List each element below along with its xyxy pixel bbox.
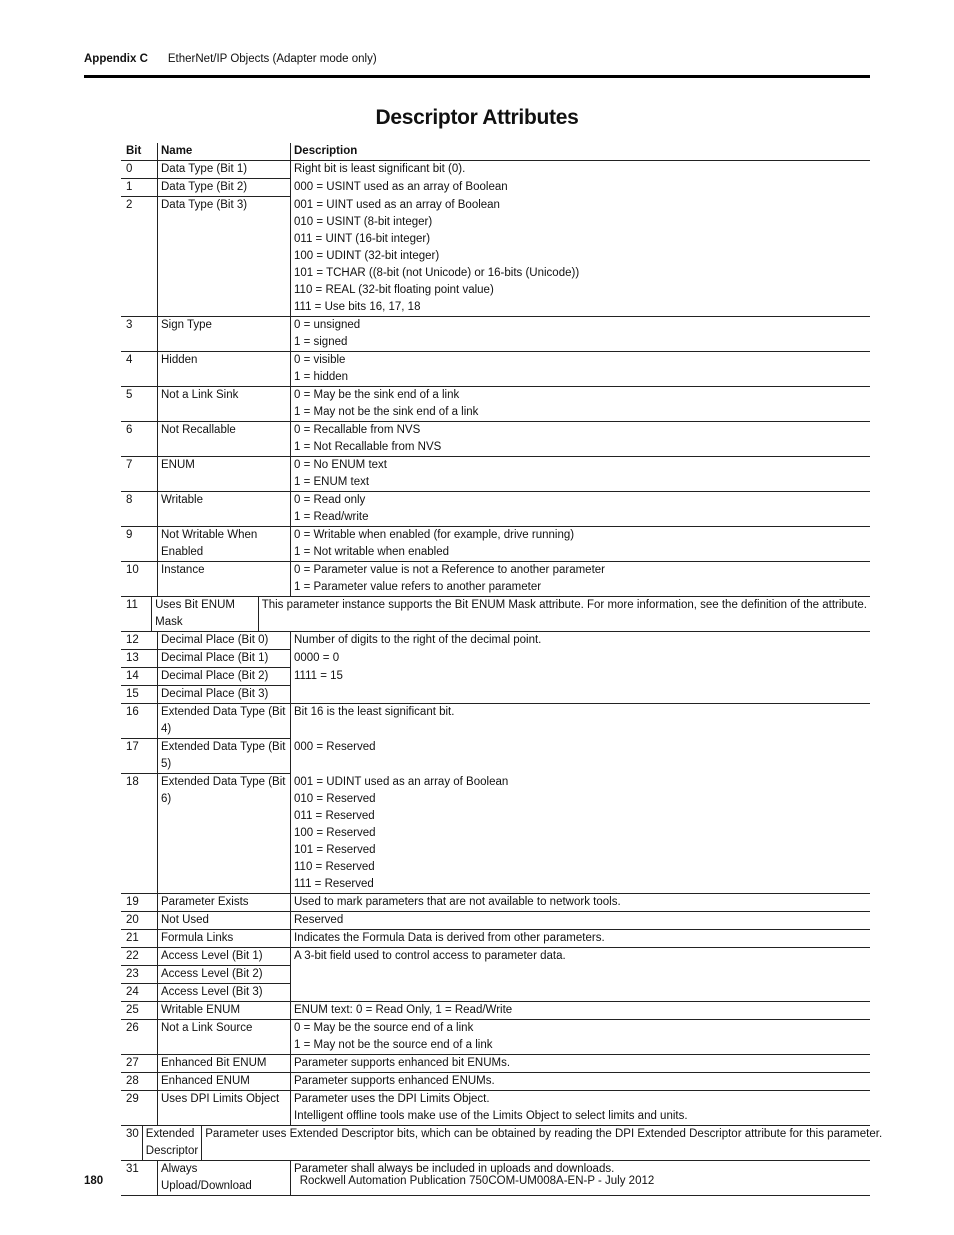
name-cell: Data Type (Bit 1) <box>157 161 291 179</box>
name-cell: Uses DPI Limits Object <box>157 1091 291 1125</box>
description-line: Parameter shall always be included in uploads and downloads. <box>294 1163 615 1175</box>
description-cell <box>291 668 870 686</box>
description-line: 1111 = 15 <box>294 670 343 682</box>
name-cell: Hidden <box>157 352 291 386</box>
description-line: 111 = Reserved <box>294 878 374 890</box>
table-row <box>121 1091 870 1126</box>
bit-cell: 27 <box>126 1057 139 1069</box>
name-cell: Enhanced ENUM <box>157 1073 291 1090</box>
description-line: 0000 = 0 <box>294 652 340 664</box>
description-line: 010 = USINT (8-bit integer) <box>294 216 433 228</box>
description-line: 0 = Recallable from NVS <box>294 424 421 436</box>
name-cell: Not a Link Sink <box>157 387 291 421</box>
description-cell <box>291 948 870 966</box>
description-line: Bit 16 is the least significant bit. <box>294 706 455 718</box>
description-line: A 3-bit field used to control access to parameter data. <box>294 950 566 962</box>
description-line: Used to mark parameters that are not available to network tools. <box>294 896 621 908</box>
bit-cell: 13 <box>121 650 157 668</box>
description-cell <box>291 179 870 197</box>
description-cell <box>291 197 870 316</box>
description-line: 0 = May be the sink end of a link <box>294 389 460 401</box>
bit-cell: 16 <box>121 704 157 739</box>
description-cell <box>291 686 870 703</box>
description-line: 1 = ENUM text <box>294 476 370 488</box>
description-line: 1 = Parameter value refers to another parameter <box>294 581 542 593</box>
description-line: 0 = May be the source end of a link <box>294 1022 474 1034</box>
bit-cell: 15 <box>126 688 139 700</box>
table-row <box>121 1020 870 1055</box>
bit-cell: 7 <box>126 459 133 471</box>
description-line: 1 = hidden <box>294 371 349 383</box>
description-line: Parameter uses Extended Descriptor bits, which can be obtained by reading the DPI Extended Descriptor attribute for this parameter. <box>205 1128 883 1140</box>
bit-cell: 20 <box>126 914 139 926</box>
description-cell <box>291 352 870 386</box>
running-header <box>84 53 377 65</box>
bit-cell: 0 <box>121 161 157 179</box>
description-line <box>294 966 867 983</box>
description-line: 1 = Read/write <box>294 511 369 523</box>
section-label: EtherNet/IP Objects (Adapter mode only) <box>167 53 377 65</box>
bit-cell: 30 <box>126 1128 139 1140</box>
name-cell: Writable <box>157 492 291 526</box>
table-row <box>121 1002 870 1020</box>
bit-cell: 2 <box>126 199 133 211</box>
description-line: ENUM text: 0 = Read Only, 1 = Read/Write <box>294 1004 513 1016</box>
description-cell <box>291 161 870 179</box>
bit-cell: 12 <box>121 632 157 650</box>
column-header-bit: Bit <box>126 145 142 157</box>
name-cell: Parameter Exists <box>157 894 291 911</box>
table-row <box>121 197 870 317</box>
description-cell <box>291 704 870 739</box>
description-line: 001 = UINT used as an array of Boolean <box>294 199 500 211</box>
description-line: Intelligent offline tools make use of the Limits Object to select limits and units. <box>294 1110 688 1122</box>
description-line: 100 = Reserved <box>294 827 376 839</box>
table-row <box>121 704 870 739</box>
description-cell <box>291 492 870 526</box>
description-line: 0 = No ENUM text <box>294 459 387 471</box>
description-cell <box>291 984 870 1001</box>
description-line: This parameter instance supports the Bit ENUM Mask attribute. For more information, see the definition of the attribute. <box>261 599 867 611</box>
table-row <box>121 912 870 930</box>
description-line: 1 = Not Recallable from NVS <box>294 441 442 453</box>
bit-cell: 14 <box>121 668 157 686</box>
description-cell <box>291 1002 870 1019</box>
description-line: 1 = May not be the sink end of a link <box>294 406 479 418</box>
bit-cell: 5 <box>126 389 133 401</box>
description-cell <box>291 1073 870 1090</box>
table-row <box>121 492 870 527</box>
description-cell <box>291 774 870 893</box>
name-cell: Writable ENUM <box>157 1002 291 1019</box>
appendix-label: Appendix C <box>84 53 148 65</box>
bit-cell: 26 <box>126 1022 139 1034</box>
description-line: 1 = Not writable when enabled <box>294 546 450 558</box>
name-cell: Not a Link Source <box>157 1020 291 1054</box>
bit-cell: 23 <box>121 966 157 984</box>
description-cell <box>202 1126 885 1160</box>
bit-cell: 3 <box>126 319 133 331</box>
description-line: 010 = Reserved <box>294 793 376 805</box>
description-cell <box>291 317 870 351</box>
descriptor-table <box>121 143 883 1196</box>
publication-info: Rockwell Automation Publication 750COM-UM008A-EN-P - July 2012 <box>299 1175 655 1187</box>
bit-cell: 1 <box>121 179 157 197</box>
bit-cell: 8 <box>126 494 133 506</box>
table-row <box>121 562 870 597</box>
name-cell: Access Level (Bit 2) <box>157 966 291 984</box>
name-cell: Access Level (Bit 3) <box>157 984 291 1001</box>
bit-cell: 4 <box>126 354 133 366</box>
table-row <box>121 457 870 492</box>
description-line: 0 = unsigned <box>294 319 361 331</box>
description-cell <box>291 457 870 491</box>
description-cell <box>291 1020 870 1054</box>
description-line: 100 = UDINT (32-bit integer) <box>294 250 440 262</box>
bit-cell: 24 <box>126 986 139 998</box>
table-row <box>121 966 870 984</box>
name-cell: Extended Descriptor <box>142 1126 202 1160</box>
table-row <box>121 948 870 966</box>
table-row <box>121 686 870 704</box>
description-line <box>294 984 867 1001</box>
bit-cell: 31 <box>126 1163 139 1175</box>
name-cell: Access Level (Bit 1) <box>157 948 291 966</box>
name-cell: Always Upload/Download <box>157 1161 291 1195</box>
name-cell: Extended Data Type (Bit 6) <box>157 774 291 893</box>
description-line: 101 = Reserved <box>294 844 376 856</box>
name-cell: Decimal Place (Bit 2) <box>157 668 291 686</box>
bit-cell: 21 <box>126 932 139 944</box>
description-line: Parameter supports enhanced ENUMs. <box>294 1075 495 1087</box>
description-line: 1 = May not be the source end of a link <box>294 1039 493 1051</box>
table-row <box>121 597 870 632</box>
description-cell <box>291 562 870 596</box>
name-cell: Enhanced Bit ENUM <box>157 1055 291 1072</box>
column-header-description: Description <box>294 145 358 157</box>
description-cell <box>291 650 870 668</box>
table-row <box>121 527 870 562</box>
description-line <box>294 686 867 703</box>
description-cell <box>259 597 870 631</box>
description-cell <box>291 966 870 984</box>
description-line: Right bit is least significant bit (0). <box>294 163 466 175</box>
name-cell: Extended Data Type (Bit 5) <box>157 739 291 774</box>
description-line: Indicates the Formula Data is derived from other parameters. <box>294 932 605 944</box>
description-line: 0 = visible <box>294 354 346 366</box>
table-body <box>121 161 883 1196</box>
name-cell: Data Type (Bit 3) <box>157 197 291 316</box>
page-number: 180 <box>84 1175 104 1187</box>
table-row <box>121 668 870 686</box>
description-line: 101 = TCHAR ((8-bit (not Unicode) or 16-bits (Unicode)) <box>294 267 580 279</box>
page-title: Descriptor Attributes <box>375 106 579 129</box>
bit-cell: 22 <box>121 948 157 966</box>
description-line: 110 = Reserved <box>294 861 375 873</box>
name-cell: Decimal Place (Bit 0) <box>157 632 291 650</box>
table-row <box>121 774 870 894</box>
name-cell: ENUM <box>157 457 291 491</box>
description-line: 000 = Reserved <box>294 741 376 753</box>
description-line: 000 = USINT used as an array of Boolean <box>294 181 508 193</box>
table-row <box>121 387 870 422</box>
description-cell <box>291 1091 870 1125</box>
name-cell: Instance <box>157 562 291 596</box>
bit-cell: 28 <box>126 1075 139 1087</box>
table-row <box>121 179 870 197</box>
table-row <box>121 317 870 352</box>
bit-cell: 11 <box>126 599 138 611</box>
bit-cell: 25 <box>126 1004 139 1016</box>
bit-cell: 6 <box>126 424 133 436</box>
name-cell: Decimal Place (Bit 1) <box>157 650 291 668</box>
name-cell: Not Writable When Enabled <box>157 527 291 561</box>
table-row <box>121 1073 870 1091</box>
name-cell: Extended Data Type (Bit 4) <box>157 704 291 739</box>
description-cell <box>291 387 870 421</box>
bit-cell: 9 <box>126 529 133 541</box>
description-cell <box>291 632 870 650</box>
name-cell: Sign Type <box>157 317 291 351</box>
name-cell: Not Recallable <box>157 422 291 456</box>
bit-cell: 17 <box>121 739 157 774</box>
description-cell <box>291 422 870 456</box>
name-cell: Data Type (Bit 2) <box>157 179 291 197</box>
description-line: Number of digits to the right of the decimal point. <box>294 634 542 646</box>
bit-cell: 10 <box>126 564 139 576</box>
name-cell: Not Used <box>157 912 291 929</box>
table-row <box>121 352 870 387</box>
table-row <box>121 894 870 912</box>
description-line: 001 = UDINT used as an array of Boolean <box>294 776 509 788</box>
description-cell <box>291 527 870 561</box>
table-row <box>121 161 870 179</box>
description-line: Reserved <box>294 914 344 926</box>
description-line: Parameter supports enhanced bit ENUMs. <box>294 1057 511 1069</box>
table-row <box>121 930 870 948</box>
description-line: 111 = Use bits 16, 17, 18 <box>294 301 421 313</box>
description-cell <box>291 894 870 911</box>
bit-cell: 19 <box>126 896 139 908</box>
table-row <box>121 650 870 668</box>
table-row <box>121 422 870 457</box>
name-cell: Uses Bit ENUM Mask <box>151 597 259 631</box>
table-header-row <box>121 143 870 161</box>
table-row <box>121 1055 870 1073</box>
bit-cell: 29 <box>126 1093 139 1105</box>
description-line: 0 = Writable when enabled (for example, drive running) <box>294 529 575 541</box>
description-line: 110 = REAL (32-bit floating point value) <box>294 284 494 296</box>
description-cell <box>291 1055 870 1072</box>
table-row <box>121 1126 883 1161</box>
bit-cell: 18 <box>126 776 139 788</box>
description-line: 011 = UINT (16-bit integer) <box>294 233 431 245</box>
header-rule <box>84 75 870 78</box>
name-cell: Decimal Place (Bit 3) <box>157 686 291 703</box>
description-cell <box>291 930 870 947</box>
description-line: 011 = Reserved <box>294 810 375 822</box>
description-line: 0 = Parameter value is not a Reference to another parameter <box>294 564 605 576</box>
name-cell: Formula Links <box>157 930 291 947</box>
description-line: Parameter uses the DPI Limits Object. <box>294 1093 490 1105</box>
table-row <box>121 632 870 650</box>
table-row <box>121 984 870 1002</box>
description-line: 0 = Read only <box>294 494 366 506</box>
column-header-name: Name <box>157 143 291 160</box>
description-cell <box>291 739 870 774</box>
description-line: 1 = signed <box>294 336 348 348</box>
table-row <box>121 739 870 774</box>
description-cell <box>291 912 870 929</box>
